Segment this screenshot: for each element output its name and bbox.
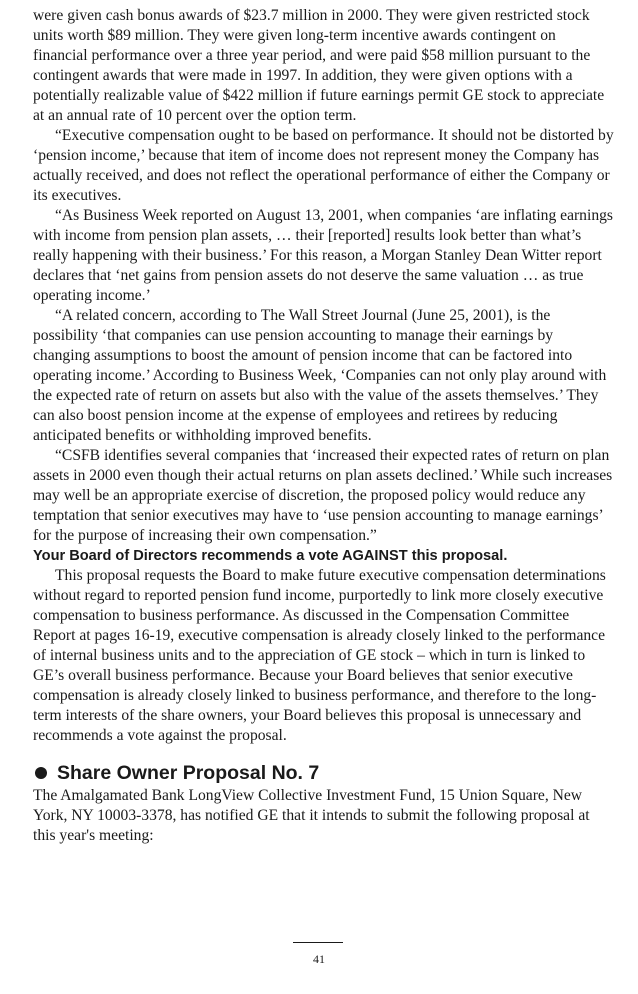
section-heading-text: Share Owner Proposal No. 7 [57, 762, 320, 784]
paragraph-wsj-concern: “A related concern, according to The Wall Street Journal (June 25, 2001), is the possibility ‘that companies can use pension accounting to manage their earnings by changing assumptions to boost the amount of pension income that can be factored into operating income.’ According to Business Week, ‘Companies can not only play around with the expected rate of return on assets but also with the value of the assets themselves.’ They can also boost pension income at the expense of employees and retirees by reducing anticipated benefits or withholding improved benefits. [33, 307, 607, 444]
paragraph-board-response: This proposal requests the Board to make future executive compensation determinations without regard to reported pension fund income, purportedly to link more closely executive compensation to business performance. As discussed in the Compensation Committee Report at pages 16-19, executive compensation is already closely linked to the performance of internal business units and to the appreciation of GE stock – which in turn is linked to GE’s overall business performance. Because your Board believes that senior executive compensation is already closely linked to business performance, and therefore to the long-term interests of the share owners, your Board believes this proposal is unnecessary and recommends a vote against the proposal. [33, 567, 606, 744]
paragraph-continuation: were given cash bonus awards of $23.7 million in 2000. They were given restricted stock units worth $89 million. They were given long-term incentive awards contingent on financial performance over a three year period, and were paid $58 million pursuant to the contingent awards that were made in 1997. In addition, they were given options with a potentially realizable value of $422 million if future earnings permit GE stock to appreciate at an annual rate of 10 percent over the option term. [33, 7, 605, 124]
footer-rule [293, 942, 343, 943]
board-response-block [33, 566, 614, 746]
section-heading [33, 760, 614, 786]
paragraph-csfb: “CSFB identifies several companies that ‘increased their expected rates of return on plan assets in 2000 even though their actual returns on plan assets declined.’ While such increases may well be an appropriate exercise of discretion, the proposed policy would reduce any temptation that senior executives may have to ‘use pension accounting to manage earnings’ for the purpose of increasing their own compensation.” [33, 447, 613, 544]
paragraph-pension-income: “Executive compensation ought to be based on performance. It should not be distorted by ‘pension income,’ because that item of income does not represent money the Company has actually received, and does not reflect the operational performance of either the Company or its executives. [33, 127, 614, 204]
board-recommendation: Your Board of Directors recommends a vote AGAINST this proposal. [33, 548, 508, 564]
paragraph-section-intro: The Amalgamated Bank LongView Collective Investment Fund, 15 Union Square, New York, NY 10003-3378, has notified GE that it intends to submit the following proposal at this year's meeting: [33, 787, 590, 844]
paragraph-business-week: “As Business Week reported on August 13, 2001, when companies ‘are inflating earnings with income from pension plan assets, … their [reported] results look better than what’s really happening with their business.’ For this reason, a Morgan Stanley Dean Witter report declares that ‘net gains from pension assets do not deserve the same valuation … as true operating income.’ [33, 207, 613, 304]
page-number: 41 [313, 952, 325, 966]
main-text [33, 6, 614, 546]
bullet-icon [35, 767, 47, 779]
section-intro-block [33, 786, 614, 846]
